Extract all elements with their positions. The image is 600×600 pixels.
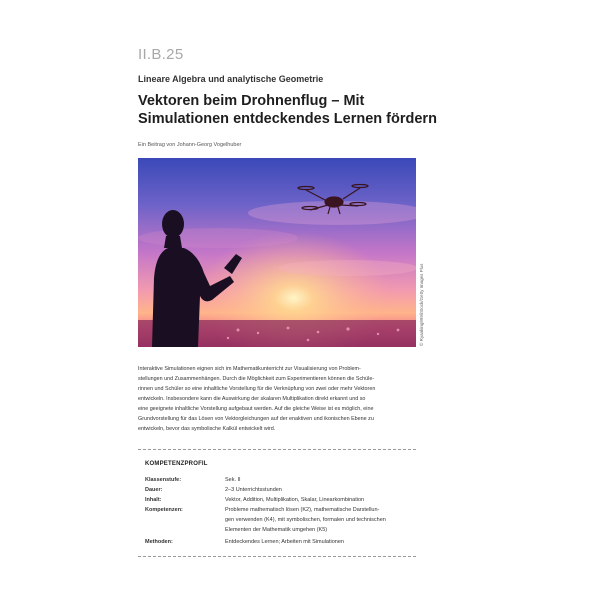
divider-top bbox=[138, 449, 416, 450]
intro-line: stellungen und Zusammenhängen. Durch die Möglichkeit zum Experimentieren können die Schüle- bbox=[138, 376, 375, 382]
intro-line: rinnen und Schüler so eine inhaltliche Vorstellung für die Verknüpfung von zwei oder mehr Vektoren bbox=[138, 386, 376, 392]
intro-line: Grundvorstellung für das Lösen von Vektorgleichungen auf der enaktiven und ikonischen Ebene zu bbox=[138, 416, 374, 422]
row-value: Sek. II bbox=[225, 477, 241, 483]
intro-paragraph bbox=[138, 364, 420, 434]
row-label: Inhalt: bbox=[145, 497, 162, 503]
row-label: Kompetenzen: bbox=[145, 507, 183, 513]
page-title bbox=[138, 92, 438, 128]
row-value: 2–3 Unterrichtsstunden bbox=[225, 487, 282, 493]
topic-subtitle: Lineare Algebra und analytische Geometrie bbox=[138, 74, 324, 84]
row-label: Methoden: bbox=[145, 539, 173, 545]
intro-line: entwickeln. Insbesondere kann die Auswirkung der skalaren Multiplikation direkt erkannt und so bbox=[138, 396, 366, 402]
intro-line: Interaktive Simulationen eignen sich im Mathematikunterricht zur Visualisierung von Problem- bbox=[138, 366, 361, 372]
row-value: Vektor, Addition, Multiplikation, Skalar, Linearkombination bbox=[225, 497, 365, 503]
photo-credit: © Ryanking999/iStock/Getty Images Plus bbox=[419, 263, 424, 346]
row-label: Klassenstufe: bbox=[145, 477, 182, 483]
divider-bottom bbox=[138, 556, 416, 557]
author-line: Ein Beitrag von Johann-Georg Vogelhuber bbox=[138, 142, 242, 148]
drone-photo bbox=[138, 158, 416, 347]
intro-line: entwickeln, bevor das symbolische Kalkül entwickelt wird. bbox=[138, 426, 276, 432]
intro-line: eine geeignete inhaltliche Vorstellung aufgebaut werden. Auf die gleiche Weise ist es möglich, eine bbox=[138, 406, 374, 412]
row-value: Entdeckendes Lernen; Arbeiten mit Simulationen bbox=[225, 539, 344, 545]
title-line: Simulationen entdeckendes Lernen fördern bbox=[138, 111, 437, 127]
title-line: Vektoren beim Drohnenflug – Mit bbox=[138, 93, 365, 109]
unit-code: II.B.25 bbox=[138, 46, 184, 63]
row-label: Dauer: bbox=[145, 487, 163, 493]
row-value: Probleme mathematisch lösen (K2), mathematische Darstellun- gen verwenden (K4), mit symbolischen, formalen und technischen Elementen der Mathematik umgehen (K5) bbox=[225, 507, 386, 533]
kompetenz-heading: KOMPETENZPROFIL bbox=[145, 461, 208, 467]
